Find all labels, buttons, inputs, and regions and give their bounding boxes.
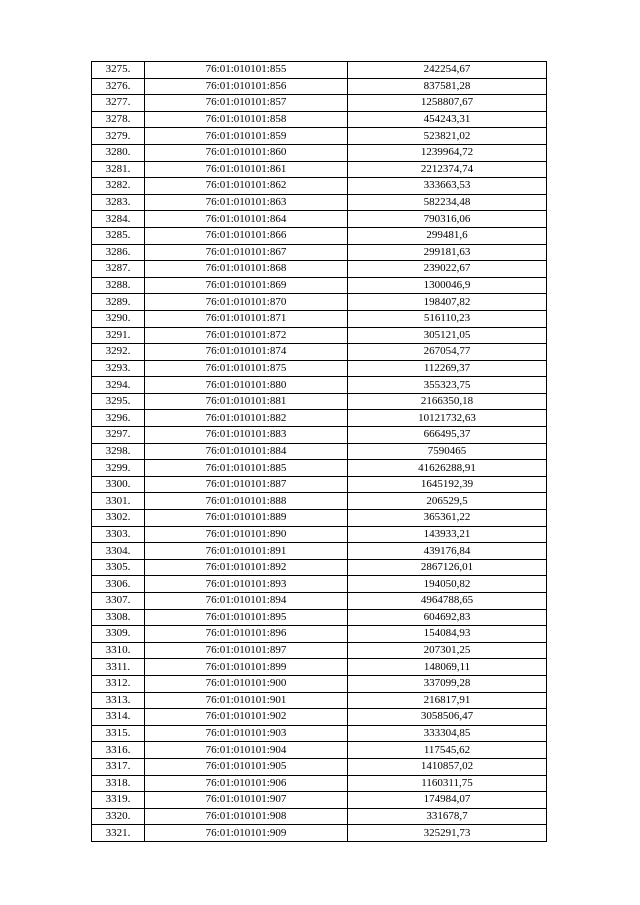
table-row: [92, 211, 547, 228]
value-cell: 117545,62: [348, 742, 547, 759]
row-number-cell: 3281.: [92, 161, 145, 178]
value-cell: 206529,5: [348, 493, 547, 510]
row-number-cell: 3293.: [92, 360, 145, 377]
value-cell: 1300046,9: [348, 277, 547, 294]
value-cell: 1645192,39: [348, 476, 547, 493]
table-row: [92, 261, 547, 278]
cadastral-number-cell: 76:01:010101:909: [145, 825, 348, 842]
cadastral-number-cell: 76:01:010101:859: [145, 128, 348, 145]
row-number-cell: 3311.: [92, 659, 145, 676]
row-number-cell: 3279.: [92, 128, 145, 145]
row-number-cell: 3280.: [92, 144, 145, 161]
table-row: [92, 377, 547, 394]
value-cell: 325291,73: [348, 825, 547, 842]
cadastral-number-cell: 76:01:010101:862: [145, 178, 348, 195]
value-cell: 523821,02: [348, 128, 547, 145]
cadastral-number-cell: 76:01:010101:867: [145, 244, 348, 261]
table-row: [92, 344, 547, 361]
cadastral-number-cell: 76:01:010101:891: [145, 543, 348, 560]
table-row: [92, 460, 547, 477]
table-row: [92, 393, 547, 410]
table-row: [92, 758, 547, 775]
table-row: [92, 543, 547, 560]
table-row: [92, 642, 547, 659]
value-cell: 333304,85: [348, 725, 547, 742]
value-cell: 1258807,67: [348, 95, 547, 112]
value-cell: 242254,67: [348, 62, 547, 79]
table-row: [92, 427, 547, 444]
row-number-cell: 3313.: [92, 692, 145, 709]
cadastral-number-cell: 76:01:010101:893: [145, 576, 348, 593]
value-cell: 604692,83: [348, 609, 547, 626]
cadastral-number-cell: 76:01:010101:899: [145, 659, 348, 676]
table-row: [92, 792, 547, 809]
cadastral-number-cell: 76:01:010101:907: [145, 792, 348, 809]
value-cell: 2166350,18: [348, 393, 547, 410]
row-number-cell: 3315.: [92, 725, 145, 742]
cadastral-number-cell: 76:01:010101:896: [145, 626, 348, 643]
table-row: [92, 443, 547, 460]
row-number-cell: 3307.: [92, 593, 145, 610]
value-cell: 582234,48: [348, 194, 547, 211]
table-row: [92, 808, 547, 825]
value-cell: 355323,75: [348, 377, 547, 394]
value-cell: 194050,82: [348, 576, 547, 593]
cadastral-number-cell: 76:01:010101:861: [145, 161, 348, 178]
table-row: [92, 576, 547, 593]
value-cell: 2867126,01: [348, 559, 547, 576]
table-row: [92, 294, 547, 311]
value-cell: 239022,67: [348, 261, 547, 278]
table-row: [92, 593, 547, 610]
cadastral-number-cell: 76:01:010101:856: [145, 78, 348, 95]
value-cell: 1160311,75: [348, 775, 547, 792]
cadastral-number-cell: 76:01:010101:858: [145, 111, 348, 128]
table-row: [92, 659, 547, 676]
table-row: [92, 742, 547, 759]
row-number-cell: 3302.: [92, 510, 145, 527]
value-cell: 3058506,47: [348, 709, 547, 726]
value-cell: 154084,93: [348, 626, 547, 643]
value-cell: 1410857,02: [348, 758, 547, 775]
value-cell: 299481,6: [348, 227, 547, 244]
table-row: [92, 227, 547, 244]
row-number-cell: 3297.: [92, 427, 145, 444]
table-row: [92, 692, 547, 709]
table-row: [92, 626, 547, 643]
cadastral-number-cell: 76:01:010101:881: [145, 393, 348, 410]
value-cell: 454243,31: [348, 111, 547, 128]
value-cell: 7590465: [348, 443, 547, 460]
value-cell: 174984,07: [348, 792, 547, 809]
value-cell: 4964788,65: [348, 593, 547, 610]
table-row: [92, 62, 547, 79]
row-number-cell: 3291.: [92, 327, 145, 344]
row-number-cell: 3303.: [92, 526, 145, 543]
cadastral-number-cell: 76:01:010101:892: [145, 559, 348, 576]
row-number-cell: 3314.: [92, 709, 145, 726]
value-cell: 333663,53: [348, 178, 547, 195]
row-number-cell: 3305.: [92, 559, 145, 576]
value-cell: 837581,28: [348, 78, 547, 95]
table-row: [92, 78, 547, 95]
value-cell: 112269,37: [348, 360, 547, 377]
table-row: [92, 709, 547, 726]
cadastral-number-cell: 76:01:010101:872: [145, 327, 348, 344]
row-number-cell: 3292.: [92, 344, 145, 361]
cadastral-number-cell: 76:01:010101:863: [145, 194, 348, 211]
row-number-cell: 3310.: [92, 642, 145, 659]
value-cell: 299181,63: [348, 244, 547, 261]
value-cell: 331678,7: [348, 808, 547, 825]
row-number-cell: 3287.: [92, 261, 145, 278]
row-number-cell: 3296.: [92, 410, 145, 427]
cadastral-number-cell: 76:01:010101:894: [145, 593, 348, 610]
row-number-cell: 3318.: [92, 775, 145, 792]
table-row: [92, 244, 547, 261]
value-cell: 305121,05: [348, 327, 547, 344]
cadastral-number-cell: 76:01:010101:906: [145, 775, 348, 792]
cadastral-number-cell: 76:01:010101:904: [145, 742, 348, 759]
row-number-cell: 3298.: [92, 443, 145, 460]
cadastral-number-cell: 76:01:010101:900: [145, 675, 348, 692]
table-row: [92, 128, 547, 145]
row-number-cell: 3320.: [92, 808, 145, 825]
table-row: [92, 609, 547, 626]
row-number-cell: 3295.: [92, 393, 145, 410]
cadastral-number-cell: 76:01:010101:874: [145, 344, 348, 361]
cadastral-number-cell: 76:01:010101:889: [145, 510, 348, 527]
row-number-cell: 3304.: [92, 543, 145, 560]
table-row: [92, 510, 547, 527]
table-row: [92, 178, 547, 195]
value-cell: 666495,37: [348, 427, 547, 444]
row-number-cell: 3278.: [92, 111, 145, 128]
row-number-cell: 3300.: [92, 476, 145, 493]
row-number-cell: 3277.: [92, 95, 145, 112]
row-number-cell: 3299.: [92, 460, 145, 477]
cadastral-number-cell: 76:01:010101:864: [145, 211, 348, 228]
table-row: [92, 825, 547, 842]
value-cell: 41626288,91: [348, 460, 547, 477]
value-cell: 216817,91: [348, 692, 547, 709]
table-row: [92, 675, 547, 692]
value-cell: 267054,77: [348, 344, 547, 361]
cadastral-number-cell: 76:01:010101:903: [145, 725, 348, 742]
cadastral-number-cell: 76:01:010101:897: [145, 642, 348, 659]
table-row: [92, 775, 547, 792]
table-row: [92, 144, 547, 161]
row-number-cell: 3319.: [92, 792, 145, 809]
cadastral-number-cell: 76:01:010101:885: [145, 460, 348, 477]
row-number-cell: 3284.: [92, 211, 145, 228]
table-row: [92, 725, 547, 742]
row-number-cell: 3285.: [92, 227, 145, 244]
table-row: [92, 277, 547, 294]
row-number-cell: 3276.: [92, 78, 145, 95]
row-number-cell: 3275.: [92, 62, 145, 79]
value-cell: 207301,25: [348, 642, 547, 659]
row-number-cell: 3309.: [92, 626, 145, 643]
cadastral-number-cell: 76:01:010101:875: [145, 360, 348, 377]
cadastral-number-cell: 76:01:010101:884: [145, 443, 348, 460]
row-number-cell: 3308.: [92, 609, 145, 626]
cadastral-number-cell: 76:01:010101:888: [145, 493, 348, 510]
table-row: [92, 161, 547, 178]
cadastral-number-cell: 76:01:010101:887: [145, 476, 348, 493]
row-number-cell: 3286.: [92, 244, 145, 261]
table-row: [92, 559, 547, 576]
cadastral-number-cell: 76:01:010101:890: [145, 526, 348, 543]
value-cell: 143933,21: [348, 526, 547, 543]
value-cell: 198407,82: [348, 294, 547, 311]
cadastral-number-cell: 76:01:010101:902: [145, 709, 348, 726]
cadastral-number-cell: 76:01:010101:866: [145, 227, 348, 244]
value-cell: 1239964,72: [348, 144, 547, 161]
row-number-cell: 3290.: [92, 310, 145, 327]
row-number-cell: 3316.: [92, 742, 145, 759]
cadastral-number-cell: 76:01:010101:880: [145, 377, 348, 394]
table-row: [92, 327, 547, 344]
value-cell: 790316,06: [348, 211, 547, 228]
table-row: [92, 476, 547, 493]
table-row: [92, 493, 547, 510]
cadastral-number-cell: 76:01:010101:855: [145, 62, 348, 79]
cadastral-number-cell: 76:01:010101:868: [145, 261, 348, 278]
value-cell: 365361,22: [348, 510, 547, 527]
value-cell: 2212374,74: [348, 161, 547, 178]
row-number-cell: 3301.: [92, 493, 145, 510]
cadastral-number-cell: 76:01:010101:895: [145, 609, 348, 626]
value-cell: 516110,23: [348, 310, 547, 327]
row-number-cell: 3321.: [92, 825, 145, 842]
cadastral-number-cell: 76:01:010101:860: [145, 144, 348, 161]
cadastral-number-cell: 76:01:010101:905: [145, 758, 348, 775]
row-number-cell: 3312.: [92, 675, 145, 692]
cadastral-number-cell: 76:01:010101:869: [145, 277, 348, 294]
cadastral-number-cell: 76:01:010101:883: [145, 427, 348, 444]
row-number-cell: 3306.: [92, 576, 145, 593]
cadastral-number-cell: 76:01:010101:857: [145, 95, 348, 112]
cadastral-number-cell: 76:01:010101:908: [145, 808, 348, 825]
table-row: [92, 194, 547, 211]
data-table: [91, 61, 547, 842]
value-cell: 148069,11: [348, 659, 547, 676]
value-cell: 439176,84: [348, 543, 547, 560]
cadastral-number-cell: 76:01:010101:901: [145, 692, 348, 709]
row-number-cell: 3283.: [92, 194, 145, 211]
table-row: [92, 95, 547, 112]
table-row: [92, 410, 547, 427]
cadastral-number-cell: 76:01:010101:882: [145, 410, 348, 427]
row-number-cell: 3317.: [92, 758, 145, 775]
row-number-cell: 3288.: [92, 277, 145, 294]
table-row: [92, 360, 547, 377]
row-number-cell: 3294.: [92, 377, 145, 394]
row-number-cell: 3282.: [92, 178, 145, 195]
table-row: [92, 526, 547, 543]
value-cell: 337099,28: [348, 675, 547, 692]
table-body: [92, 62, 547, 842]
cadastral-number-cell: 76:01:010101:871: [145, 310, 348, 327]
row-number-cell: 3289.: [92, 294, 145, 311]
cadastral-number-cell: 76:01:010101:870: [145, 294, 348, 311]
value-cell: 10121732,63: [348, 410, 547, 427]
table-row: [92, 310, 547, 327]
table-row: [92, 111, 547, 128]
